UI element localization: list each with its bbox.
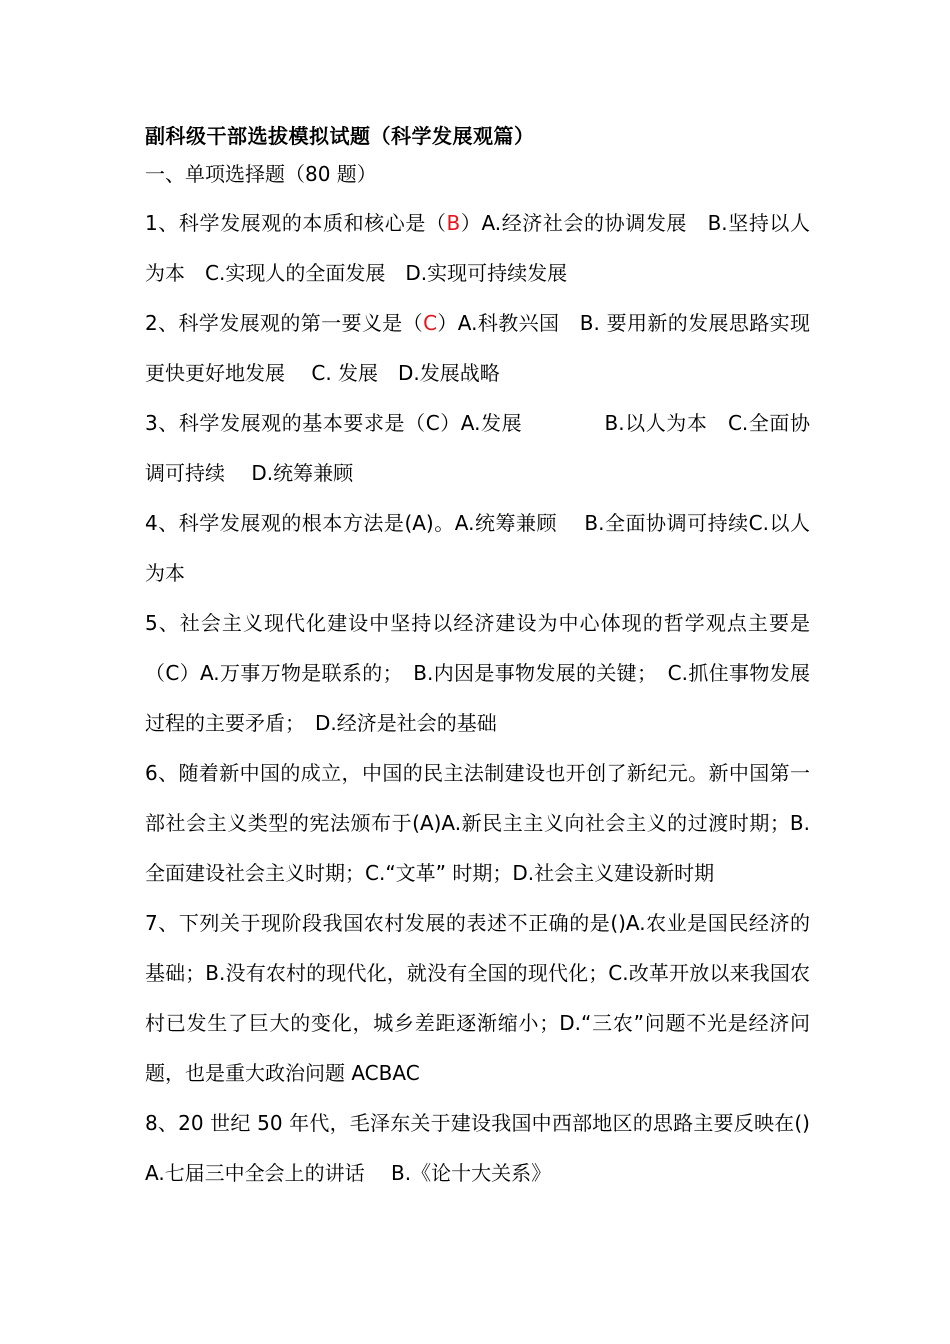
question-2-text: 2、科学发展观的第一要义是（ [145,311,424,335]
question-2-options: ）A.科教兴国 B. 要用新的发展思路实现更快更好地发展 C. 发展 D.发展战略 [145,311,811,385]
question-7: 7、下列关于现阶段我国农村发展的表述不正确的是()A.农业是国民经济的基础；B.没有农村的现代化，就没有全国的现代化；C.改革开放以来我国农村已发生了巨大的变化，城乡差距逐渐缩小；D.“三农”问题不光是经济问题，也是重大政治问题 ACBAC [145,911,810,1085]
question-3: 3、科学发展观的基本要求是（C）A.发展 B.以人为本 C.全面协调可持续 D.统筹兼顾 [145,411,810,485]
question-1-options: ）A.经济社会的协调发展 B.坚持以人为本 C.实现人的全面发展 D.实现可持续发展 [145,211,811,285]
question-4: 4、科学发展观的根本方法是(A)。A.统筹兼顾 B.全面协调可持续C.以人为本 [145,511,810,585]
question-1-text: 1、科学发展观的本质和核心是（ [145,211,447,235]
document-page [145,118,810,1198]
section-heading: 一、单项选择题（80 题） [145,162,377,186]
document-title: 副科级干部选拔模拟试题（科学发展观篇） [145,124,535,148]
question-2 [145,298,810,398]
question-1-answer: B [446,211,461,235]
question-1 [145,198,810,298]
question-8: 8、20 世纪 50 年代，毛泽东关于建设我国中西部地区的思路主要反映在()A.七届三中全会上的讲话 B.《论十大关系》 [145,1111,810,1185]
question-5: 5、社会主义现代化建设中坚持以经济建设为中心体现的哲学观点主要是（C）A.万事万物是联系的； B.内因是事物发展的关键； C.抓住事物发展过程的主要矛盾； D.经济是社会的基础 [145,611,810,735]
question-6: 6、随着新中国的成立，中国的民主法制建设也开创了新纪元。新中国第一部社会主义类型的宪法颁布于(A)A.新民主主义向社会主义的过渡时期；B.全面建设社会主义时期；C.“文革” 时期；D.社会主义建设新时期 [145,761,810,885]
question-2-answer: C [423,311,438,335]
